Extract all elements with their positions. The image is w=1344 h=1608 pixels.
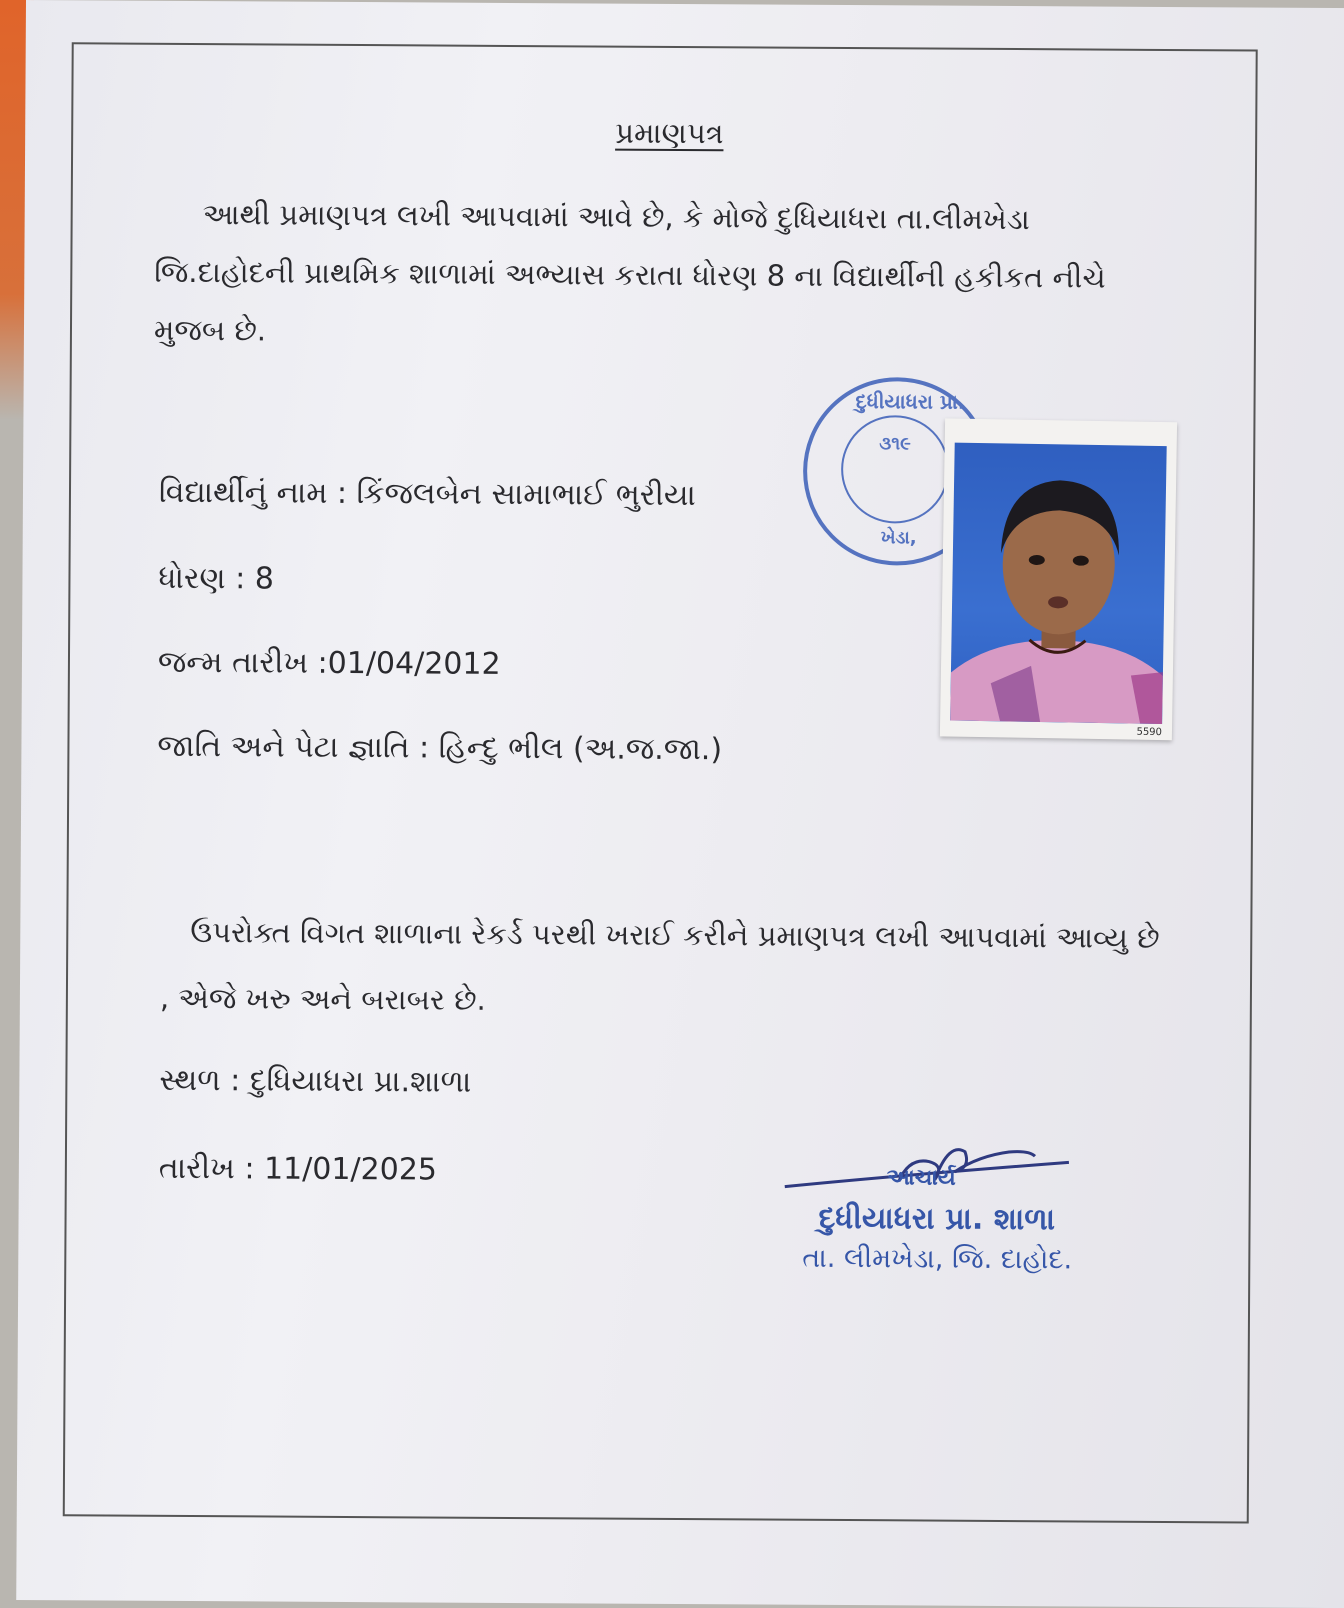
student-name-field: વિદ્યાર્થીનું નામ : કિંજલબેન સામાભાઈ ભુરીયા bbox=[158, 474, 696, 514]
stamp-top-text: દુધીયાધરા પ્રા. bbox=[855, 389, 966, 414]
date-field: તારીખ : 11/01/2025 bbox=[158, 1150, 438, 1188]
closing-line-2: , એજે ખરુ અને બરાબર છે. bbox=[159, 980, 486, 1017]
intro-line-2: જિ.દાહોદની પ્રાથમિક શાળામાં અભ્યાસ કરાતા ધોરણ 8 ના વિદ્યાર્થીની હકીકત નીચે bbox=[154, 254, 1106, 295]
caste-field: જાતિ અને પેટા જ્ઞાતિ : હિન્દુ ભીલ (અ.જ.જા.) bbox=[157, 728, 723, 768]
stamp-bottom-text: ખેડા, bbox=[880, 527, 917, 549]
place-field: સ્થળ : દુધિયાધરા પ્રા.શાળા bbox=[159, 1062, 472, 1100]
certificate-title: પ્રમાણપત્ર bbox=[615, 115, 724, 151]
principal-designation: આચાર્ય bbox=[886, 1165, 956, 1191]
intro-line-1: આથી પ્રમાણપત્ર લખી આપવામાં આવે છે, કે મોજે દુધિયાધરા તા.લીમખેડા bbox=[202, 197, 1030, 237]
closing-line-1: ઉપરોક્ત વિગત શાળાના રેકર્ડ પરથી ખરાઈ કરીને પ્રમાણપત્ર લખી આપવામાં આવ્યુ છે bbox=[190, 915, 1160, 955]
seal-address: તા. લીમખેડા, જિ. દાહોદ. bbox=[802, 1242, 1073, 1276]
intro-line-3: મુજબ છે. bbox=[153, 312, 267, 348]
stamp-inner-ring bbox=[841, 415, 950, 524]
photo-number: 5590 bbox=[1136, 726, 1163, 739]
stamp-number: ૩૧૯ bbox=[879, 433, 911, 455]
photo-image bbox=[950, 443, 1167, 724]
certificate-paper bbox=[16, 0, 1344, 1608]
seal-school-name: દુધીયાધરા પ્રા. શાળા bbox=[818, 1200, 1056, 1238]
birth-date-field: જન્મ તારીખ :01/04/2012 bbox=[157, 644, 501, 682]
standard-field: ધોરણ : 8 bbox=[158, 560, 275, 597]
student-photo bbox=[940, 418, 1177, 740]
